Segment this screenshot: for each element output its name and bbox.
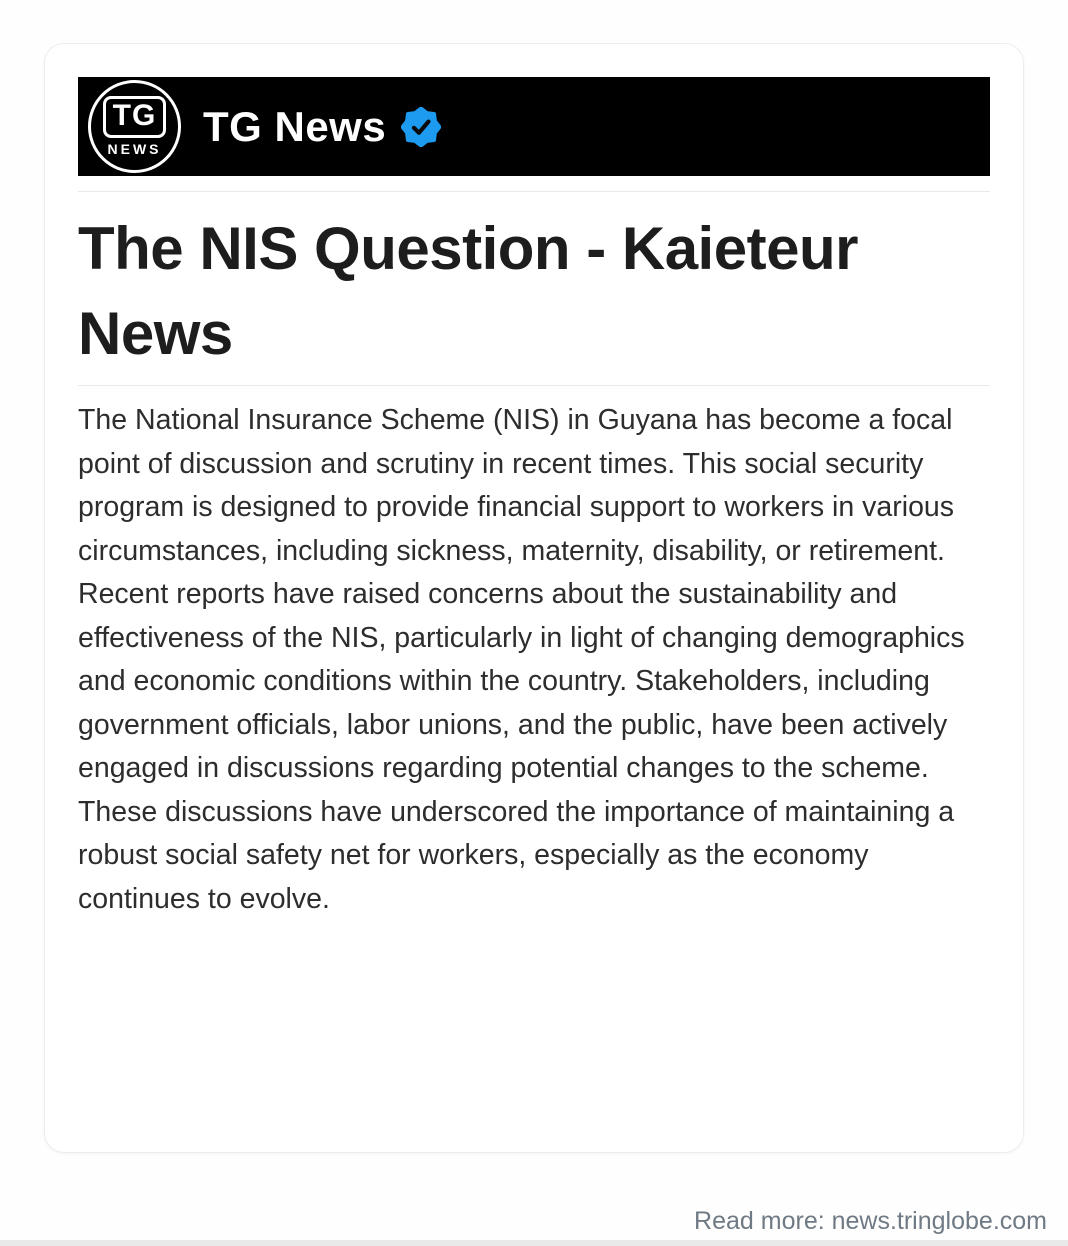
brand-name: TG News	[203, 102, 387, 150]
logo-news-label: NEWS	[107, 141, 162, 158]
brand-header-bar	[78, 77, 990, 176]
verified-seal-shape	[403, 108, 440, 145]
title-divider	[78, 385, 990, 386]
article-body-text: The National Insurance Scheme (NIS) in Guyana has become a focal point of discussion and scrutiny in recent times. This social security program is designed to provide financial support to workers in various circumstances, including sickness, maternity, disability, or retirement. Recent reports have raised concerns about the sustainability and effectiveness of the NIS, particularly in light of changing demographics and economic conditions within the country. Stakeholders, including government officials, labor unions, and the public, have been actively engaged in discussions regarding potential changes to the scheme. These discussions have underscored the importance of maintaining a robust social safety net for workers, especially as the economy continues to evolve.	[78, 404, 965, 915]
news-article-card	[44, 43, 1024, 1153]
tg-news-logo	[88, 80, 181, 173]
logo-tg-monogram: TG	[103, 96, 167, 139]
read-more-link[interactable]: Read more: news.tringlobe.com	[694, 1207, 1047, 1235]
article-title: The NIS Question - Kaieteur News	[78, 215, 858, 367]
bottom-edge-strip	[0, 1240, 1068, 1246]
header-divider	[78, 191, 990, 192]
verified-badge-icon	[401, 107, 441, 147]
